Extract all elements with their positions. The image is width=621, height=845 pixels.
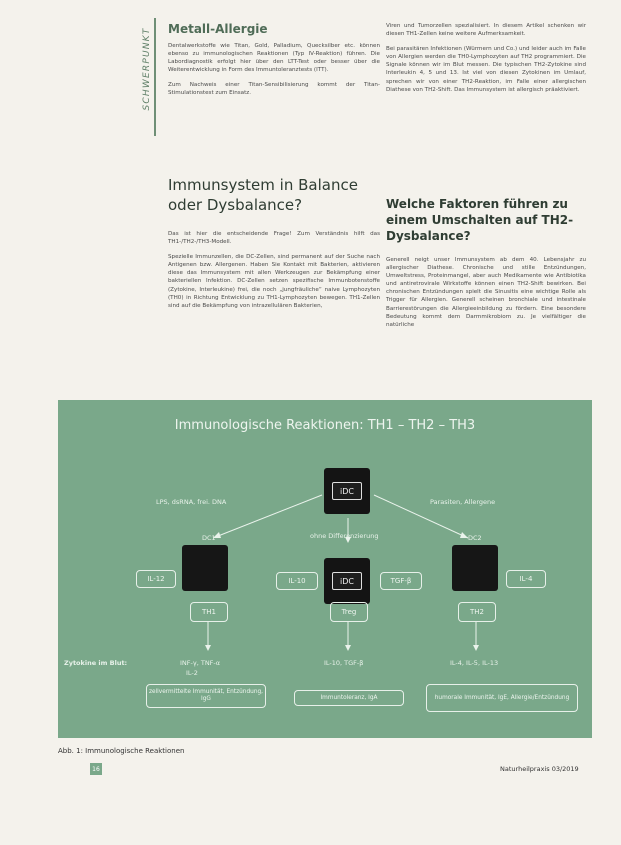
stimulus-left: LPS, dsRNA, frei. DNA [156,498,227,506]
cytokines-th1: INF-γ, TNF-α [180,659,221,667]
page-number: 16 [90,763,102,775]
box-tgfb: TGF-β [380,572,422,590]
section-divider [154,18,156,136]
cytokines-th2: IL-4, IL-5, IL-13 [450,659,499,667]
box-il12: IL-12 [136,570,176,588]
box-treg: Treg [330,602,368,622]
paragraph: Spezielle Immunzellen, die DC-Zellen, sind permanent auf der Suche nach Antigenen bzw. Allergenen. Haben Sie Kontakt mit Bakterien, aktivieren diese das Immunsystem mit allen Werkzeugen zur Bekämpfung einer bakteriellen Infektion. DC-Zellen setzen spezifische Immunbotenstoffe (Zytokine, Interleukine) frei, die noch „jungfräuliche“ naive Lymphozyten (TH0) in Richtung Entwicklung zu TH1-Lymphozyten bewegen. TH1-Zellen sind auf die Bekämpfung von intrazellulären Bakterien, [168,254,380,309]
figure-title: Immunologische Reaktionen: TH1 – TH2 – TH3 [174,418,476,433]
figure-immunologische-reaktionen [58,400,592,738]
box-th1: TH1 [190,602,228,622]
paragraph: Zum Nachweis einer Titan-Sensibilisierung kommt der Titan-Stimulationstest zum Einsatz. [168,82,380,97]
paragraph: Bei parasitären Infektionen (Würmern und Co.) und leider auch im Falle von Allergien werden die TH0-Lymphozyten auf TH2 programmiert. Die Signale können wir im Blut messen. Die typischen TH2-Zytokine sind Interleukin 4, 5 und 13. Ist viel von diesen Zytokinen im Umlauf, sprechen wir von einer TH2-Reaktion, im Falle einer allergischen Diathese von TH2-Shift. Das Immunsystem ist allergisch präaktiviert. [386,46,586,93]
stimulus-right: Parasiten, Allergene [430,498,496,506]
paragraph: Generell neigt unser Immunsystem ab dem 40. Lebensjahr zu allergischer Diathese. Chronische und stille Entzündungen, Umweltstress, Proteinmangel, aber auch Medikamente wie Antibiotika und antiretrovirale Wirkstoffe können einen TH2-Shift bewirken. Bei chronischen Entzündungen spielt die Sinusitis eine wichtige Rolle als Trigger für Allergien. Generell scheinen bronchiale und intestinale Barrierestörungen die Allergieeinbildung zu fördern. Eine besondere Bedeutung kommt dem Darmmikrobiom zu. Je vielfältiger die natürliche [386,257,586,328]
arrow-left [213,495,322,538]
label-dc2: DC2 [468,534,482,542]
outcome-th1: zellvermittelte Immunität, Entzündung, IgG [146,684,266,708]
paragraph: Das ist hier die entscheidende Frage! Zum Verständnis hilft das TH1-/TH2-/TH3-Modell. [168,231,380,246]
cell-dc2 [452,545,498,591]
cytokines-th1-b: IL-2 [186,669,198,677]
row-label-zytokine: Zytokine im Blut: [64,659,128,667]
footer-publication: Naturheilpraxis 03/2019 [500,765,579,773]
stimulus-mid: ohne Differenzierung [310,532,379,540]
outcome-th2: humorale Immunität, IgE, Allergie/Entzündung [426,684,578,712]
left-column-top [168,42,380,105]
cell-dc1 [182,545,228,591]
box-il10: IL-10 [276,572,318,590]
section-label: SCHWERPUNKT [142,27,152,111]
paragraph: Dentalwerkstoffe wie Titan, Gold, Palladium, Quecksilber etc. können ebenso zu immunologischen Reaktionen (Typ IV-Reaktion) führen. Die Labordiagnostik erfolgt hier über den LTT-Test oder besser über die Weiterentwicklung in Form des Immuntoleranztests (ITT). [168,43,380,74]
right-column-top [386,22,586,101]
cell-label: iDC [332,572,362,590]
heading-metall-allergie: Metall-Allergie [168,22,268,36]
box-il4: IL-4 [506,570,546,588]
paragraph: Viren und Tumorzellen spezialisiert. In diesem Artikel schenken wir diesen TH1-Zellen keine weitere Aufmerksamkeit. [386,23,586,38]
cell-idc-mid [324,558,370,604]
label-dc1: DC1 [202,534,216,542]
cytokines-treg: IL-10, TGF-β [324,659,364,667]
right-column-bottom [386,256,586,336]
box-th2: TH2 [458,602,496,622]
outcome-treg: Immuntoleranz, IgA [294,690,404,706]
cell-label: iDC [332,482,362,500]
left-column-bottom [168,230,380,317]
heading-immunsystem: Immunsystem in Balance oder Dysbalance? [168,176,358,214]
figure-caption: Abb. 1: Immunologische Reaktionen [58,747,185,755]
cell-idc-top [324,468,370,514]
heading-faktoren: Welche Faktoren führen zu einem Umschalten auf TH2-Dysbalance? [386,197,574,243]
